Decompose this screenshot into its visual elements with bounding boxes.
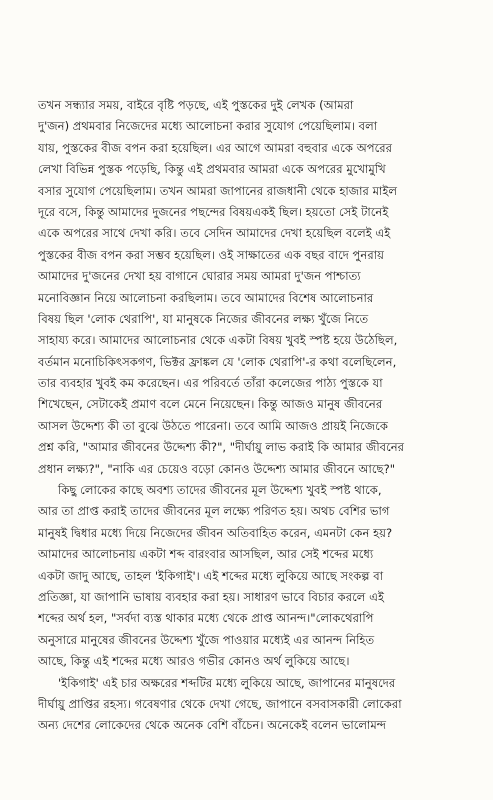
text-line: তার ব্যবহার খুবই কম করেছেন। এর পরিবর্তে তাঁরা কলেজের পাঠ্য পুস্তকে যা xyxy=(38,376,383,391)
text-line: বসার সুযোগ পেয়েছিলাম। তখন আমরা জাপানের রাজধানী থেকে হাজার মাইল xyxy=(38,183,398,198)
text-line: আছে, কিন্তু এই শব্দের মধ্যে আরও গভীর কোনও অর্থ লুকিয়ে আছে। xyxy=(38,654,350,669)
text-line: বর্তমান মনোচিকিৎসকগণ, ভিক্টর ফ্রাঙ্কল যে 'লোক থেরাপি'-র কথা বলেছিলেন, xyxy=(38,354,397,369)
text-line: প্রশ্ন করি, "আমার জীবনের উদ্দেশ্য কী?", "দীর্ঘায়ু লাভ করাই কি আমার জীবনের xyxy=(38,440,405,455)
text-line: মানুষই দ্বিধার মধ্যে দিয়ে নিজেদের জীবন অতিবাহিত করেন, এমনটা কেন হয়? xyxy=(38,525,393,540)
text-line: সাহায্য করে। আমাদের আলোচনার থেকে একটা বিষয় খুবই স্পষ্ট হয়ে উঠেছিল, xyxy=(38,333,398,348)
text-line: অন্য দেশের লোকেদের থেকে অনেক বেশি বাঁচেন। অনেকেই বলেন ভালোমন্দ xyxy=(38,718,387,733)
text-line: মনোবিজ্ঞান নিয়ে আলোচনা করছিলাম। তবে আমাদের বিশেষ আলোচনার xyxy=(38,290,374,305)
text-line: আর তা প্রাপ্ত করাই তাদের জীবনের মূল লক্ষ্যে পরিণত হয়। অথচ বেশির ভাগ xyxy=(38,504,390,519)
text-line: বিষয় ছিল 'লোক থেরাপি', যা মানুষকে নিজের জীবনের লক্ষ্য খুঁজে নিতে xyxy=(38,311,369,326)
text-line: প্রতিজ্ঞা, যা জাপানি ভাষায় ব্যবহার করা হয়। সাধারণ ভাবে বিচার করলে এই xyxy=(38,589,384,604)
text-line: শব্দের অর্থ হল, "সর্বদা ব্যস্ত থাকার মধ্যে থেকে প্রাপ্ত আনন্দ।"লোকথেরাপি xyxy=(38,611,374,626)
text-line: দু'জন) প্রথমবার নিজেদের মধ্যে আলোচনা করার সুযোগ পেয়েছিলাম। বলা xyxy=(38,119,378,134)
text-line: দীর্ঘায়ু প্রাপ্তির রহস্য। গবেষণার থেকে দেখা গেছে, জাপানে বসবাসকারী লোকেরা xyxy=(38,696,402,711)
text-line: কিছু লোকের কাছে অবশ্য তাদের জীবনের মূল উদ্দেশ্য খুবই স্পষ্ট থাকে, xyxy=(58,483,382,498)
text-line: আমাদের দু'জনের দেখা হয় বাগানে ঘোরার সময় আমরা দু'জন পাশ্চাত্য xyxy=(38,269,361,284)
text-line: তখন সন্ধ্যার সময়, বাইরে বৃষ্টি পড়ছে, এই পুস্তকের দুই লেখক (আমরা xyxy=(38,98,354,112)
text-line: অনুসারে মানুষের জীবনের উদ্দেশ্য খুঁজে পাওয়ার মধ্যেই এর আনন্দ নিহিত xyxy=(38,632,375,647)
text-line: প্রধান লক্ষ্য?", "নাকি এর চেয়েও বড়ো কোনও উদ্দেশ্য আমার জীবনে আছে?" xyxy=(38,461,396,476)
text-line: শিখেছেন, সেটাকেই প্রমাণ বলে মেনে নিয়েছেন। কিন্তু আজও মানুষ জীবনের xyxy=(38,397,383,412)
text-line: দূরে বসে, কিন্তু আমাদের দুজনের পছন্দের বিষয়একই ছিল। হয়তো সেই টানেই xyxy=(38,204,389,219)
text-line: 'ইকিগাই' এই চার অক্ষরের শব্দটির মধ্যে লুকিয়ে আছে, জাপানের মানুষদের xyxy=(58,675,396,690)
body-text xyxy=(38,95,460,737)
text-line: লেখা বিভিন্ন পুস্তক পড়েছি, কিন্তু এই প্রথমবার আমরা একে অপরের মুখোমুখি xyxy=(38,162,386,177)
text-line: যায়, পুস্তকের বীজ বপন করা হয়েছিল। এর আগে আমরা বহুবার একে অপরের xyxy=(38,140,393,155)
text-line: একটা জাদু আছে, তাহল 'ইকিগাই'। এই শব্দের মধ্যে লুকিয়ে আছে সংকল্প বা xyxy=(38,568,384,583)
text-line: পুস্তকের বীজ বপন করা সম্ভব হয়েছিল। ওই সাক্ষাতের এক বছর বাদে পুনরায় xyxy=(38,247,384,262)
text-line: আমাদের আলোচনায় একটা শব্দ বারংবার আসছিল, আর সেই শব্দের মধ্যে xyxy=(38,547,374,562)
text-line: আসল উদ্দেশ্য কী তা বুঝে উঠতে পারেনা। তবে আমি আজও প্রায়ই নিজেকে xyxy=(38,418,388,433)
text-line: একে অপরের সাথে দেখা করি। তবে সেদিন আমাদের দেখা হয়েছিল বলেই এই xyxy=(38,226,391,241)
